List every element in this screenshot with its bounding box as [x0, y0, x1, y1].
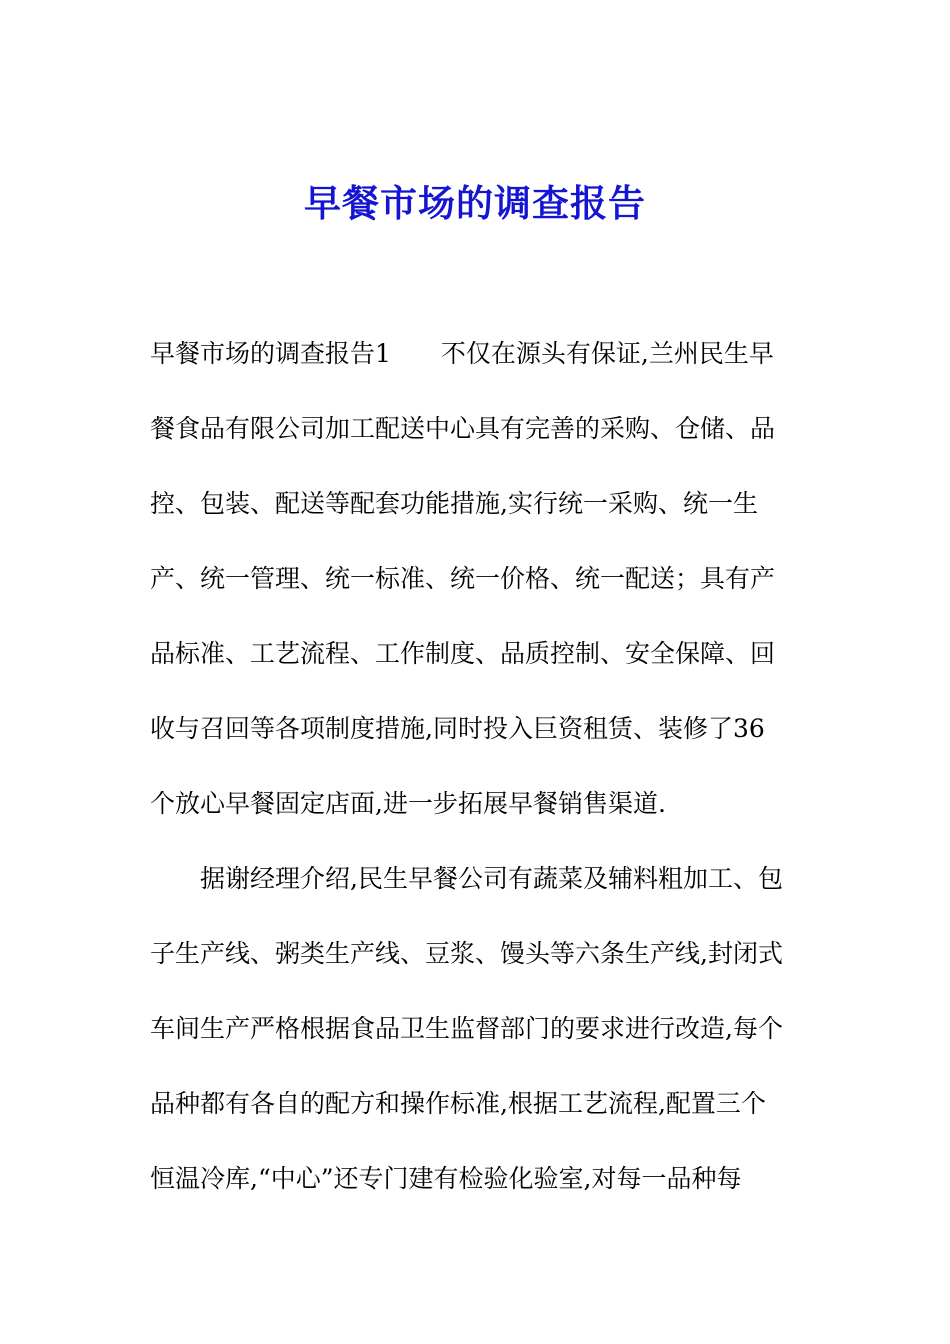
document-body — [150, 328, 810, 1228]
body-line: 恒温冷库,“中心”还专门建有检验化验室,对每一品种每 — [150, 1164, 742, 1193]
body-line: 控、包装、配送等配套功能措施,实行统一采购、统一生 — [150, 489, 758, 518]
body-line: 据谢经理介绍,民生早餐公司有蔬菜及辅料粗加工、包 — [150, 864, 783, 893]
document-title: 早餐市场的调查报告 — [304, 181, 646, 225]
body-line: 收与召回等各项制度措施,同时投入巨资租赁、装修了36 — [150, 714, 765, 743]
body-line: 车间生产严格根据食品卫生监督部门的要求进行改造,每个 — [150, 1014, 783, 1043]
body-line: 子生产线、粥类生产线、豆浆、馒头等六条生产线,封闭式 — [150, 939, 783, 968]
body-line: 产、统一管理、统一标准、统一价格、统一配送；具有产 — [150, 564, 776, 593]
body-line: 个放心早餐固定店面,进一步拓展早餐销售渠道. — [150, 789, 666, 818]
body-line: 品标准、工艺流程、工作制度、品质控制、安全保障、回 — [150, 639, 776, 668]
body-line: 早餐市场的调查报告1 不仅在源头有保证,兰州民生早 — [150, 339, 774, 368]
body-line: 品种都有各自的配方和操作标准,根据工艺流程,配置三个 — [150, 1089, 766, 1118]
body-line: 餐食品有限公司加工配送中心具有完善的采购、仓储、品 — [150, 414, 776, 443]
